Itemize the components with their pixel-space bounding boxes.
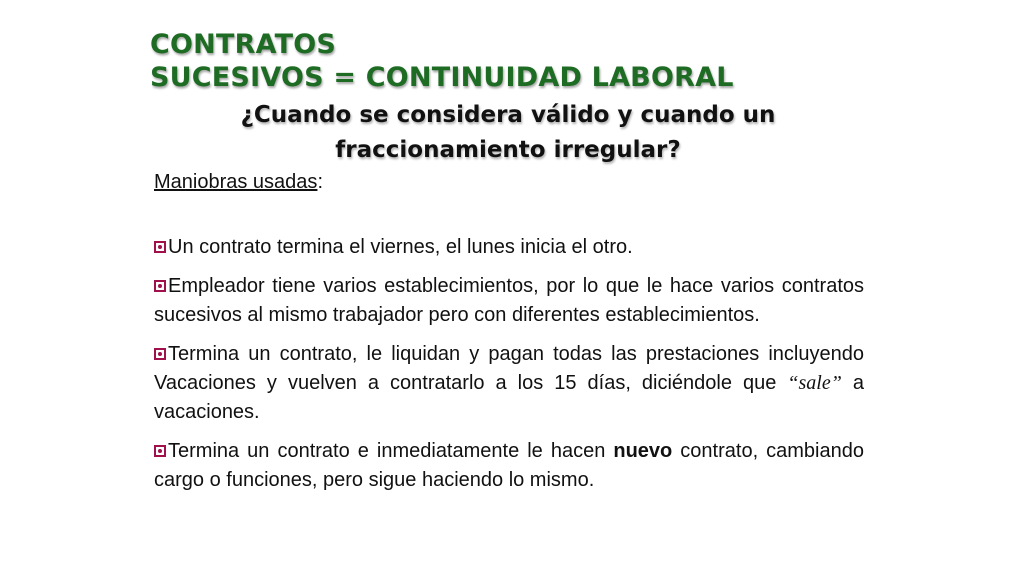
list-item: [154, 233, 864, 262]
intro-suffix: :: [317, 171, 323, 193]
quoted-word: “sale”: [787, 372, 842, 394]
title-line-2: SUCESIVOS = CONTINUIDAD LABORAL: [150, 62, 734, 93]
list-item: [154, 437, 864, 495]
list-item: [154, 340, 864, 427]
bullet-icon: [154, 280, 166, 292]
intro-line: [154, 168, 864, 197]
slide-subtitle: ¿Cuando se considera válido y cuando un fraccionamiento irregular?: [240, 102, 776, 163]
bullet-text: Termina un contrato, le liquidan y pagan todas las prestaciones incluyendo Vacaciones y vuelven a contratarlo a los 15 días, diciéndole que: [154, 343, 864, 394]
bullet-icon: [154, 445, 166, 457]
intro-label: Maniobras usadas: [154, 171, 318, 193]
bullet-icon: [154, 348, 166, 360]
bullet-list: [154, 233, 864, 495]
list-item: [154, 272, 864, 330]
title-line-1: CONTRATOS: [150, 29, 336, 60]
bullet-text: Empleador tiene varios establecimientos, por lo que le hace varios contratos sucesivos al mismo trabajador pero con diferentes establecimientos.: [154, 275, 864, 326]
bullet-icon: [154, 241, 166, 253]
slide-title: [150, 28, 734, 94]
bullet-text: Un contrato termina el viernes, el lunes inicia el otro.: [168, 236, 633, 258]
slide-body: [154, 168, 864, 505]
bold-word: nuevo: [613, 440, 673, 462]
bullet-text: Termina un contrato e inmediatamente le hacen: [168, 440, 614, 462]
bullet-text-end: a vacaciones.: [154, 372, 864, 423]
bullet-text-end: contrato, cambiando cargo o funciones, pero sigue haciendo lo mismo.: [154, 440, 864, 491]
